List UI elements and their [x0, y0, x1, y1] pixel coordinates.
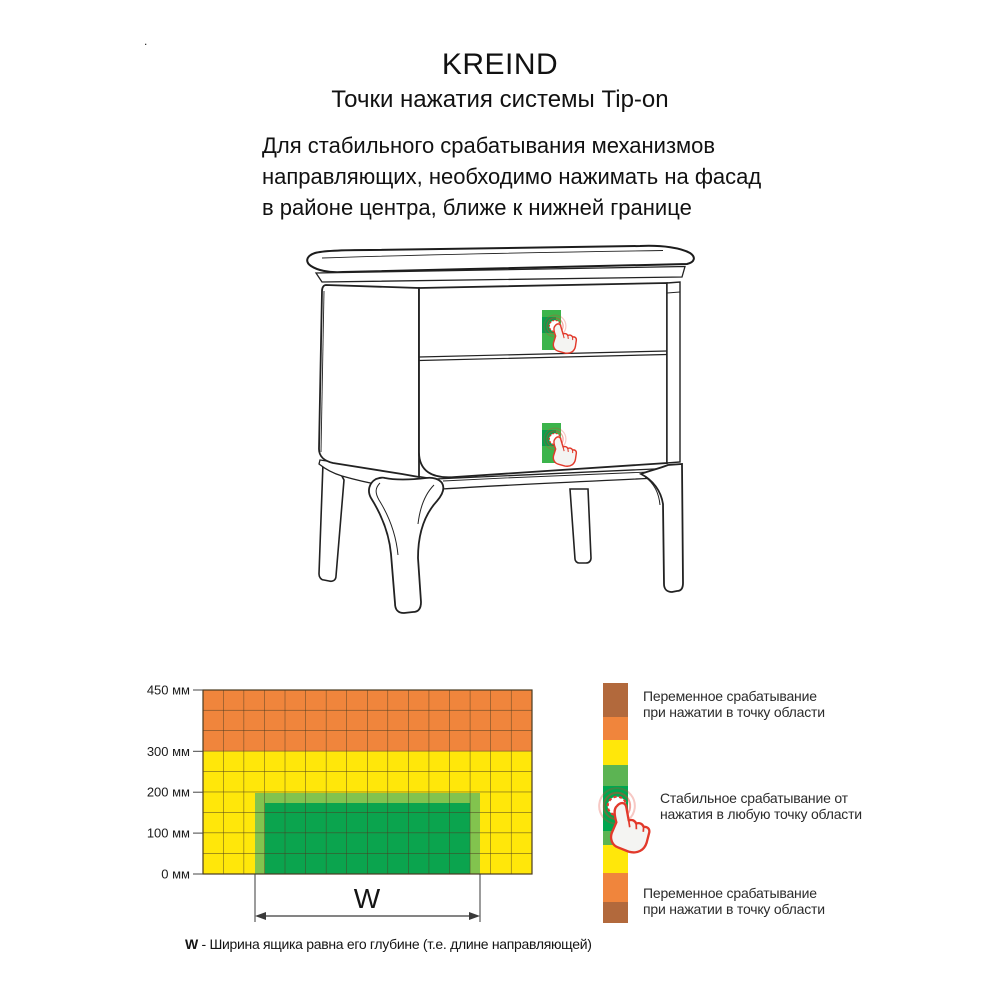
- legend-middle-line-2: нажатия в любую точку области: [660, 805, 862, 822]
- right-stile: [667, 282, 680, 463]
- legend-bottom-line-2: при нажатии в точку области: [643, 900, 825, 917]
- legend-seg-yellow-top: [603, 740, 628, 765]
- legend-seg-orange-top: [603, 717, 628, 740]
- stray-dot: .: [144, 34, 148, 48]
- legend-bottom-line-1: Переменное срабатывание: [643, 885, 817, 901]
- tick-450: 450 мм: [146, 682, 190, 698]
- width-caption-symbol: W: [185, 936, 198, 952]
- side-panel: [319, 285, 419, 477]
- intro-paragraph: [262, 130, 762, 223]
- legend-top-line-2: при нажатии в точку области: [643, 703, 825, 720]
- intro-line-1: Для стабильного срабатывания механизмов: [262, 133, 716, 158]
- grid-lines: [203, 690, 532, 874]
- tick-200: 200 мм: [146, 784, 190, 800]
- page-subtitle: Точки нажатия системы Tip-on: [331, 86, 669, 113]
- width-caption: [185, 936, 592, 952]
- legend-entry-stable: [660, 791, 862, 822]
- legend-entry-variable-top: [643, 689, 825, 720]
- tick-100: 100 мм: [146, 825, 190, 841]
- legend-seg-brown-bottom: [603, 902, 628, 923]
- legend-seg-brown-top: [603, 683, 628, 717]
- intro-line-2: направляющих, необходимо нажимать на фасад: [262, 164, 762, 189]
- legend-seg-orange-bottom: [603, 873, 628, 902]
- axis-ticks: [193, 690, 203, 874]
- legend-seg-green-top: [603, 765, 628, 786]
- intro-line-3: в районе центра, ближе к нижней границе: [262, 195, 692, 220]
- page-title: KREIND: [441, 48, 559, 81]
- legend-entry-variable-bottom: [643, 886, 825, 917]
- front-left-leg: [369, 478, 443, 613]
- tick-300: 300 мм: [146, 743, 190, 759]
- nightstand-drawing: [295, 240, 695, 630]
- legend-middle-line-1: Стабильное срабатывание от: [660, 790, 848, 806]
- legend-top-line-1: Переменное срабатывание: [643, 688, 817, 704]
- front-right-leg: [641, 464, 683, 592]
- width-label: W: [353, 883, 381, 914]
- rear-left-leg: [319, 463, 344, 581]
- width-caption-text: - Ширина ящика равна его глубине (т.е. длине направляющей): [197, 936, 592, 952]
- rear-right-leg: [570, 489, 591, 563]
- tick-0: 0 мм: [161, 866, 190, 882]
- axis-labels: [147, 683, 190, 882]
